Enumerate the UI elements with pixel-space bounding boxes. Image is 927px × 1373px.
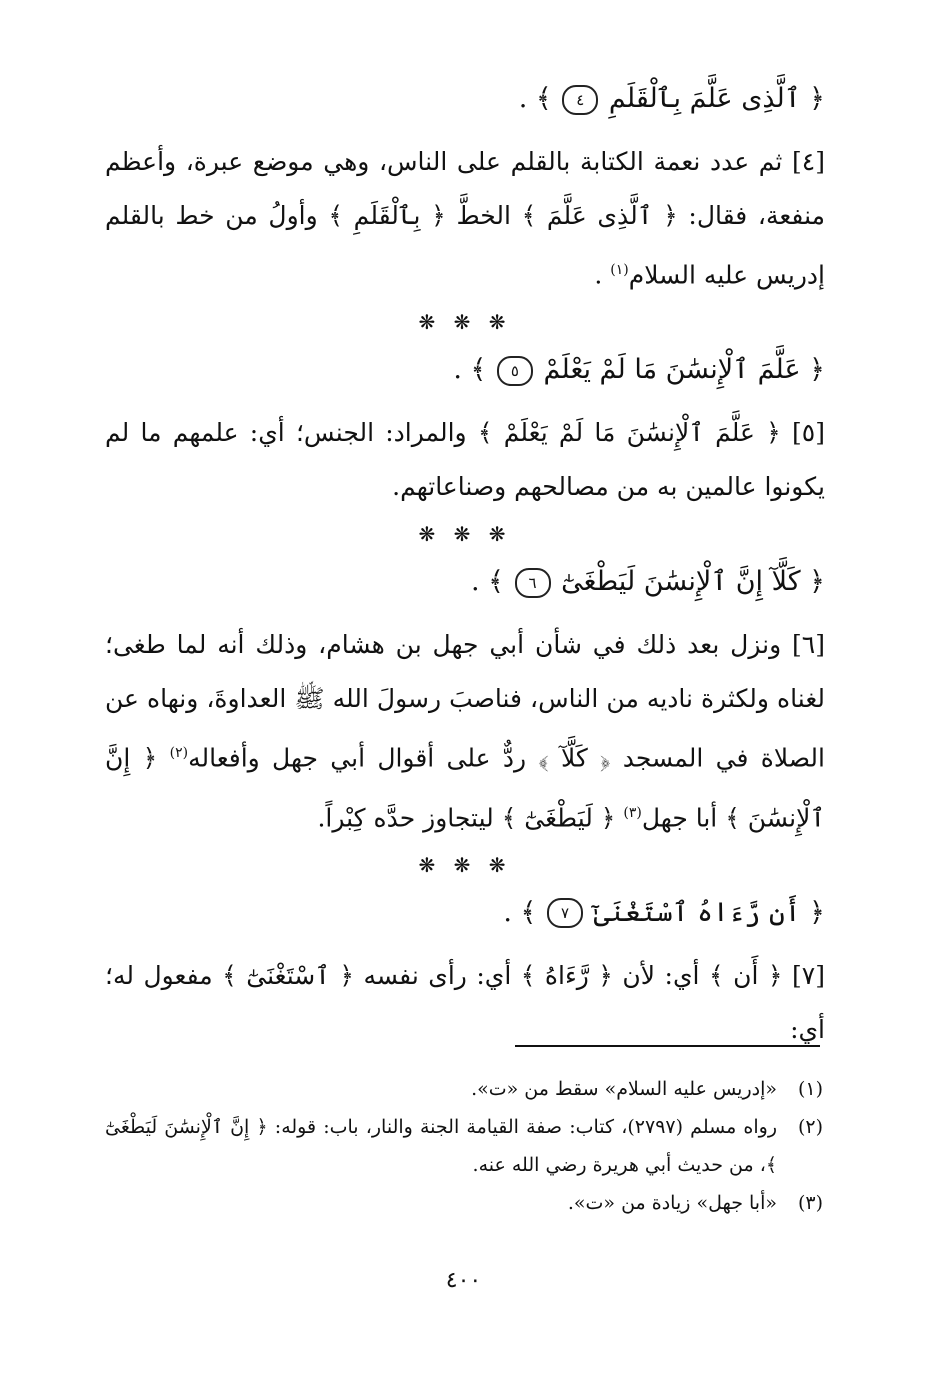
ayah-number-badge: ٦ <box>515 568 551 598</box>
commentary-6: [٦] ونزل بعد ذلك في شأن أبي جهل بن هشام، وذلك أنه لما طغى؛ لغناه ولكثرة ناديه من الناس، فناصبَ رسولَ الله ﷺ العداوةَ، ونهاه عن الصلاة في المسجد ﴿ كَلَّآ ﴾ ردٌّ على أقوال أبي جهل وأفعاله$^{(٢)}$ ﴿ إِنَّ ٱلْإِنسَٰنَ ﴾ أبا جهل$^{(٣)}$ ﴿ لَيَطْغَىٰٓ ﴾ ليتجاوز حدَّه كِبْراً. <box>105 630 825 832</box>
commentary-7: [٧] ﴿ أَن ﴾ أي: لأن ﴿ رَّءَاهُ ﴾ أي: رأى نفسه ﴿ ٱسْتَغْنَىٰٓ ﴾ مفعول له؛ أي: <box>105 960 825 1044</box>
footnote-3 <box>105 1184 823 1222</box>
commentary-4: [٤] ثم عدد نعمة الكتابة بالقلم على الناس، وهي موضع عبرة، وأعظم منفعة، فقال: ﴿ ٱلَّذِى عَلَّمَ ﴾ الخطَّ ﴿ بِٱلْقَلَمِ ﴾ وأولُ من خط بالقلم إدريس عليه السلام$^{(١)}$ . <box>105 147 825 290</box>
section-separator: ❋ ❋ ❋ <box>418 310 512 335</box>
ayah-6: ﴿ كَلَّآ إِنَّ ٱلْإِنسَٰنَ لَيَطْغَىٰٓ ٦ ﴾ . <box>470 566 825 598</box>
footnote-ref-2[interactable]: (٢) <box>169 745 189 762</box>
footnote-text: «إدريس عليه السلام» سقط من «ت». <box>471 1078 777 1100</box>
footnote-ref-3[interactable]: (٣) <box>623 804 642 821</box>
footnote-ref-1[interactable]: (١) <box>610 262 629 278</box>
section-separator: ❋ ❋ ❋ <box>418 522 512 547</box>
ayah-number-badge: ٤ <box>562 85 598 115</box>
ayah-5: ﴿ عَلَّمَ ٱلْإِنسَٰنَ مَا لَمْ يَعْلَمْ ٥ ﴾ . <box>453 354 825 386</box>
footnote-number: (٣) <box>797 1192 823 1214</box>
footnotes <box>105 1070 823 1222</box>
ayah-number-badge: ٥ <box>497 356 533 386</box>
section-separator: ❋ ❋ ❋ <box>418 852 512 877</box>
footnote-number: (٢) <box>797 1116 823 1138</box>
ayah-number-badge: ٧ <box>547 898 583 928</box>
footnote-number: (١) <box>797 1078 823 1100</box>
main-text <box>105 75 825 1057</box>
footnote-2 <box>105 1108 823 1184</box>
page-number: ٤٠٠ <box>445 1268 482 1293</box>
ayah-4: ﴿ ٱلَّذِى عَلَّمَ بِٱلْقَلَمِ ٤ ﴾ . <box>518 83 825 114</box>
footnote-text: رواه مسلم (٢٧٩٧)، كتاب: صفة القيامة الجنة والنار، باب: قوله: ﴿ إِنَّ ٱلْإِنسَٰنَ لَيَطْغَىٰٓ ﴾، من حديث أبي هريرة رضي الله عنه. <box>105 1116 777 1176</box>
footnote-text: «أبا جهل» زيادة من «ت». <box>567 1192 777 1214</box>
footnote-divider <box>515 1045 820 1047</box>
commentary-5: [٥] ﴿ عَلَّمَ ٱلْإِنسَٰنَ مَا لَمْ يَعْلَمْ ﴾ والمراد: الجنس؛ أي: علمهم ما لم يكونوا عالمين به من مصالحهم وصناعاتهم. <box>105 418 825 502</box>
footnote-1 <box>105 1070 823 1108</box>
ayah-7: ﴿ أَن رَّءَاهُ ٱسْتَغْنَىٰٓ ٧ ﴾ . <box>503 896 825 928</box>
